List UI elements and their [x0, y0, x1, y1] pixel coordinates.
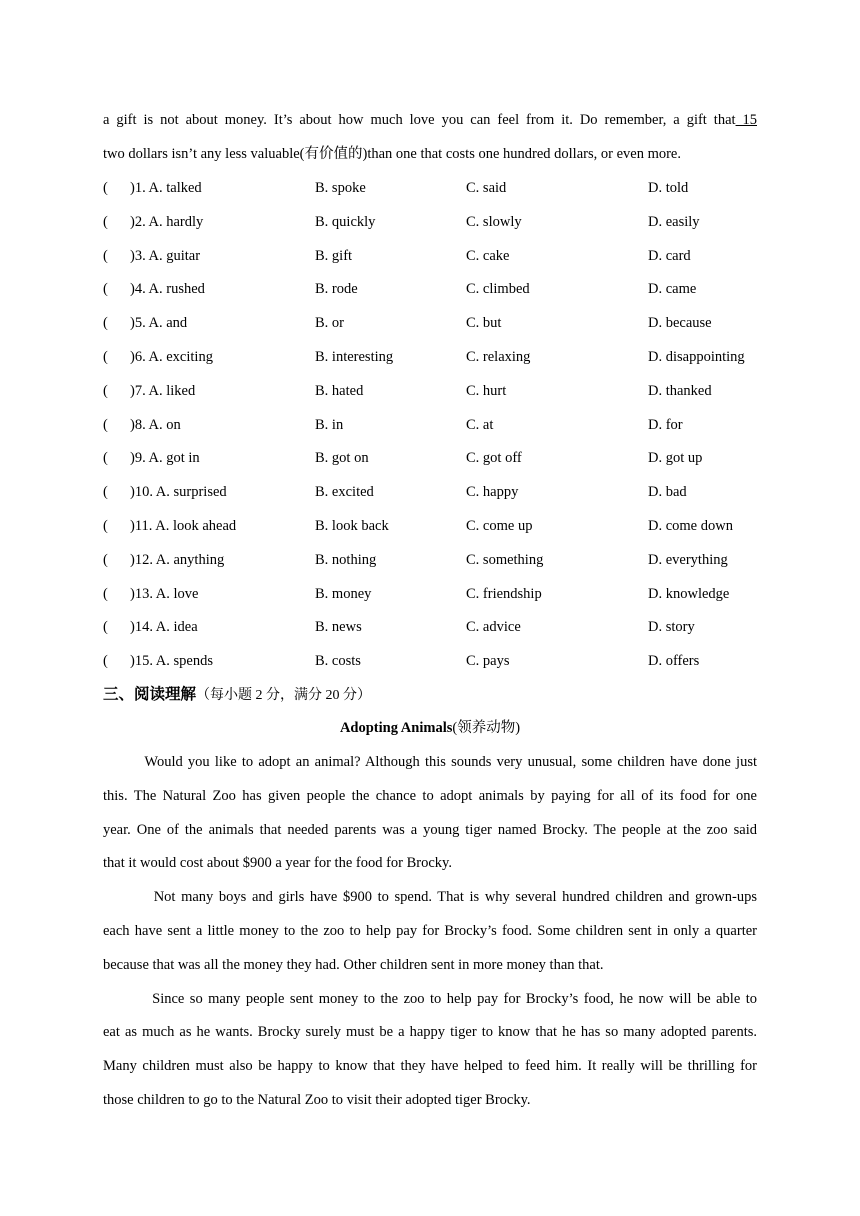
reading-line: Many children must also be happy to know that they have helped to feed him. It really will be thrilling for — [103, 1058, 757, 1075]
option-a: )3. A. guitar — [130, 247, 201, 264]
option-c: C. hurt — [466, 382, 507, 399]
option-a: )10. A. surprised — [130, 484, 227, 501]
option-b: B. gift — [315, 247, 353, 264]
answer-paren: ( — [103, 349, 108, 365]
option-c: C. got off — [466, 450, 522, 467]
option-a: )11. A. look ahead — [130, 518, 237, 534]
question-row — [103, 482, 803, 502]
option-d: D. got up — [648, 450, 703, 467]
section-note: （每小题 2 分，满分 20 分） — [196, 688, 372, 703]
question-row — [103, 347, 803, 367]
option-a: )9. A. got in — [130, 450, 200, 467]
option-a: )8. A. on — [130, 416, 181, 433]
option-a: )7. A. liked — [130, 382, 196, 399]
reading-line: because that was all the money they had. Other children sent in more money than that. — [103, 956, 604, 973]
reading-line: that it would cost about $900 a year for the food for Brocky. — [103, 855, 452, 872]
option-a: )12. A. anything — [130, 551, 225, 568]
option-a: )6. A. exciting — [130, 349, 213, 365]
option-a: )5. A. and — [130, 315, 188, 332]
option-d: D. story — [648, 619, 695, 636]
question-row — [103, 584, 803, 604]
option-c: C. climbed — [466, 281, 530, 298]
question-row — [103, 550, 803, 570]
passage-text: a gift is not about money. It’s about how much love you can feel from it. Do remember, a gift that — [103, 112, 736, 128]
option-b: B. rode — [315, 281, 358, 298]
question-row — [103, 381, 803, 401]
option-a: )13. A. love — [130, 585, 199, 602]
question-row — [103, 313, 803, 333]
question-row — [103, 448, 803, 468]
option-b: B. nothing — [315, 551, 377, 568]
reading-title-cn: (领养动物) — [452, 720, 521, 736]
section-heading — [103, 683, 371, 707]
option-d: D. told — [648, 180, 689, 196]
option-c: C. but — [466, 315, 502, 332]
reading-line: each have sent a little money to the zoo to help pay for Brocky’s food. Some children sent in only a quarter — [103, 923, 757, 939]
option-c: C. come up — [466, 518, 533, 534]
option-d: D. knowledge — [648, 585, 730, 602]
option-d: D. easily — [648, 213, 700, 230]
answer-paren: ( — [103, 315, 108, 332]
option-a: )15. A. spends — [130, 653, 213, 670]
option-b: B. excited — [315, 484, 374, 501]
option-a: )14. A. idea — [130, 619, 198, 636]
reading-line: year. One of the animals that needed parents was a young tiger named Brocky. The people at the zoo said — [103, 821, 757, 838]
option-d: D. everything — [648, 551, 728, 568]
question-row — [103, 617, 803, 637]
passage-text: two dollars isn’t any less valuable(有价值的)than one that costs one hundred dollars, or even more. — [103, 146, 681, 162]
answer-paren: ( — [103, 551, 108, 568]
option-c: C. friendship — [466, 585, 542, 602]
blank-15: 15 — [735, 112, 757, 128]
option-b: B. in — [315, 416, 344, 433]
option-c: C. pays — [466, 653, 510, 670]
option-b: B. got on — [315, 450, 369, 467]
option-d: D. for — [648, 416, 683, 433]
option-b: B. look back — [315, 518, 389, 534]
question-row — [103, 178, 803, 198]
passage-line-1 — [103, 110, 757, 130]
answer-paren: ( — [103, 247, 108, 264]
reading-line: Since so many people sent money to the zoo to help pay for Brocky’s food, he now will be able to — [103, 990, 757, 1007]
answer-paren: ( — [103, 518, 108, 534]
option-c: C. advice — [466, 619, 521, 636]
question-row — [103, 415, 803, 435]
option-d: D. come down — [648, 518, 733, 534]
answer-paren: ( — [103, 180, 108, 196]
option-d: D. bad — [648, 484, 687, 501]
option-c: C. at — [466, 416, 494, 433]
answer-paren: ( — [103, 450, 108, 467]
reading-line: Would you like to adopt an animal? Although this sounds very unusual, some children have done just — [103, 754, 757, 770]
question-row — [103, 651, 803, 671]
reading-line: eat as much as he wants. Brocky surely must be a happy tiger to know that he has so many adopted parents. — [103, 1024, 757, 1041]
option-c: C. cake — [466, 247, 510, 264]
answer-paren: ( — [103, 382, 108, 399]
option-d: D. card — [648, 247, 691, 264]
question-row — [103, 516, 803, 536]
option-b: B. or — [315, 315, 344, 332]
answer-paren: ( — [103, 281, 108, 298]
reading-title-en: Adopting Animals — [339, 720, 453, 736]
option-b: B. costs — [315, 653, 361, 670]
option-c: C. happy — [466, 484, 519, 501]
reading-line: Not many boys and girls have $900 to spend. That is why several hundred children and grown-ups — [103, 889, 757, 906]
answer-paren: ( — [103, 619, 108, 636]
option-d: D. offers — [648, 653, 700, 670]
option-d: D. disappointing — [648, 349, 745, 365]
option-d: D. thanked — [648, 382, 712, 399]
option-a: )2. A. hardly — [130, 213, 204, 230]
answer-paren: ( — [103, 213, 108, 230]
answer-paren: ( — [103, 416, 108, 433]
option-b: B. hated — [315, 382, 364, 399]
section-title: 三、阅读理解 — [103, 685, 197, 703]
reading-line: those children to go to the Natural Zoo to visit their adopted tiger Brocky. — [103, 1092, 531, 1108]
reading-title — [0, 718, 860, 738]
question-row — [103, 279, 803, 299]
question-row — [103, 246, 803, 266]
option-b: B. quickly — [315, 213, 376, 230]
option-b: B. spoke — [315, 180, 366, 196]
option-a: )4. A. rushed — [130, 281, 205, 298]
option-d: D. because — [648, 315, 712, 332]
option-c: C. relaxing — [466, 349, 531, 365]
answer-paren: ( — [103, 653, 108, 670]
question-row — [103, 212, 803, 232]
option-d: D. came — [648, 281, 697, 298]
option-b: B. interesting — [315, 349, 394, 365]
passage-line-2 — [103, 144, 681, 164]
option-c: C. something — [466, 551, 544, 568]
option-b: B. money — [315, 585, 372, 602]
option-c: C. slowly — [466, 213, 522, 230]
option-c: C. said — [466, 180, 507, 196]
reading-line: this. The Natural Zoo has given people the chance to adopt animals by paying for all of its food for one — [103, 787, 757, 804]
option-b: B. news — [315, 619, 362, 636]
answer-paren: ( — [103, 484, 108, 501]
answer-paren: ( — [103, 585, 108, 602]
option-a: )1. A. talked — [130, 180, 202, 196]
